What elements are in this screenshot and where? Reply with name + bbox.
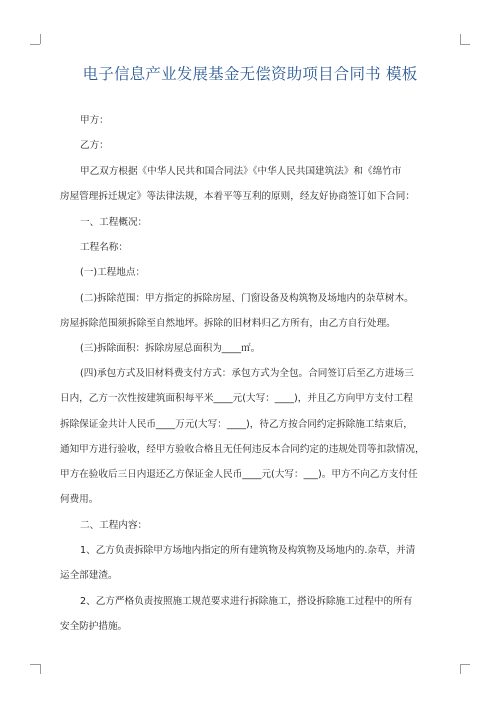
text-line: (三)拆除面积：拆除房屋总面积为____㎡。 [80, 343, 261, 354]
text-line: 甲乙双方根据《中华人民共和国合同法》《中华人民共国建筑法》和《绵竹市 [80, 166, 402, 177]
text-line: 甲方在验收后三日内退还乙方保证金人民币____元(大写：___)。甲方不向乙方支付任 [60, 469, 418, 481]
text-line: 工程名称： [80, 242, 128, 253]
demolition-area-paragraph [60, 336, 450, 361]
text-line: 二、工程内容： [80, 520, 148, 531]
party-b-paragraph [60, 133, 450, 158]
project-location-paragraph [60, 260, 450, 285]
document-title: 电子信息产业发展基金无偿资助项目合同书 模板 [82, 65, 418, 83]
text-line: 甲方： [80, 115, 109, 126]
project-name-paragraph [60, 235, 450, 260]
text-line: 1、乙方负责拆除甲方场地内指定的所有建筑物及构筑物及场地内的.杂草，并清 [80, 545, 416, 556]
text-line: 安全防护措施。 [60, 621, 128, 633]
text-line: 何费用。 [60, 494, 99, 506]
text-line: (四)承包方式及旧材料费支付方式：承包方式为全包。合同签订后至乙方进场三 [80, 368, 414, 379]
demolition-scope-paragraph [60, 286, 450, 337]
text-line: 房屋管理拆迁规定》等法律法规，本着平等互利的原则，经友好协商签订如下合同： [60, 191, 415, 203]
legal-basis-paragraph [60, 159, 450, 210]
text-line: 通知甲方进行验收，经甲方验收合格且无任何违反本合同约定的违规处罚等扣款情况， [60, 443, 425, 455]
section-two-heading [60, 513, 450, 538]
text-line: (一)工程地点： [80, 267, 146, 278]
contract-method-paragraph [60, 361, 450, 513]
text-line: (二)拆除范围：甲方指定的拆除房屋、门窗设备及构筑物及场地内的杂草树木。 [80, 293, 414, 304]
text-line: 2、乙方严格负责按照施工规范要求进行拆除施工，搭设拆除施工过程中的所有 [80, 596, 413, 607]
text-line: 乙方： [80, 140, 109, 151]
section-one-heading [60, 210, 450, 235]
work-item-two-paragraph [60, 589, 450, 640]
text-line: 日内，乙方一次性按建筑面积每平米____元(大写：____)，并且乙方向甲方支付工程 [60, 393, 413, 405]
party-a-paragraph [60, 108, 450, 133]
work-item-one-paragraph [60, 538, 450, 589]
text-line: 拆除保证金共计人民币____万元(大写：____)，待乙方按合同约定拆除施工结束后， [60, 418, 413, 430]
text-line: 运全部建渣。 [60, 570, 118, 582]
text-line: 房屋拆除范围须拆除至自然地坪。拆除的旧材料归乙方所有，由乙方自行处理。 [60, 318, 396, 330]
text-line: 一、工程概况： [80, 217, 148, 228]
